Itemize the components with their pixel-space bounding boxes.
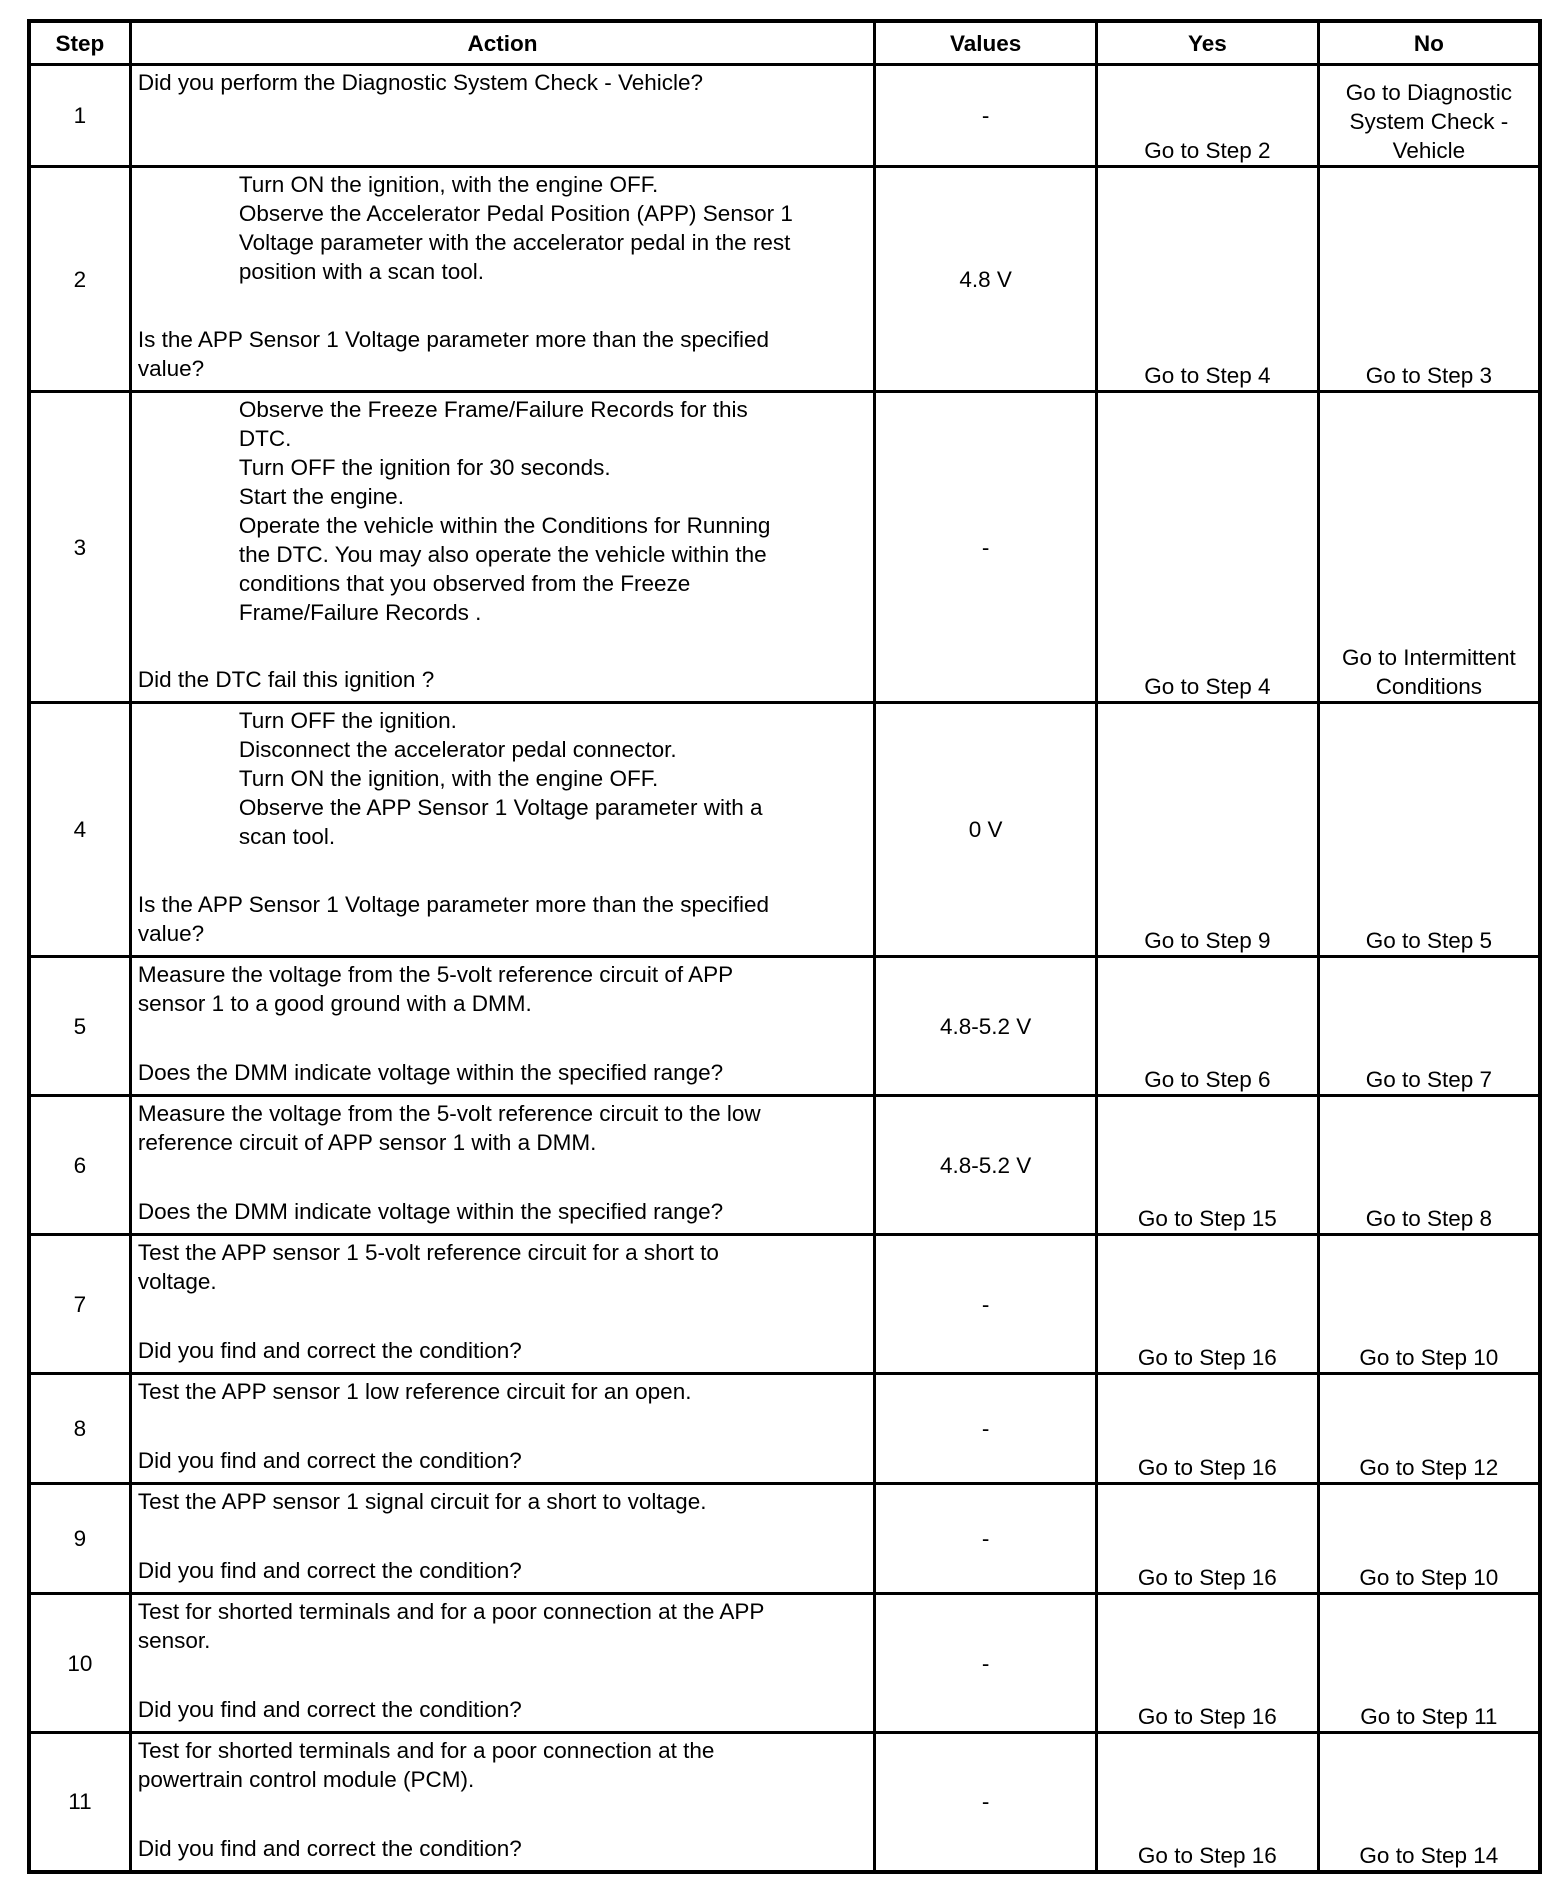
instruction-line: powertrain control module (PCM). bbox=[137, 1767, 475, 1792]
question-text bbox=[138, 665, 865, 694]
table-row bbox=[29, 957, 1540, 1096]
header-values: Values bbox=[875, 21, 1097, 65]
value-cell: 4.8-5.2 V bbox=[875, 957, 1097, 1096]
instruction-line: Test the APP sensor 1 5-volt reference circuit for a short to bbox=[137, 1240, 719, 1265]
step-number: 11 bbox=[29, 1733, 130, 1872]
action-cell bbox=[130, 392, 874, 703]
instruction-line: Measure the voltage from the 5-volt reference circuit to the low bbox=[137, 1101, 761, 1126]
no-text-line: System Check - bbox=[1349, 109, 1509, 134]
no-text-line: Go to Intermittent bbox=[1341, 645, 1516, 670]
table-row bbox=[29, 1096, 1540, 1235]
table-row bbox=[29, 65, 1540, 167]
instruction-line: the DTC. You may also operate the vehicle within the bbox=[238, 542, 767, 567]
question-line: Is the APP Sensor 1 Voltage parameter more than the specified bbox=[137, 327, 770, 352]
instruction-line: Turn OFF the ignition. bbox=[238, 708, 457, 733]
no-text-line: Vehicle bbox=[1392, 138, 1466, 163]
no-cell bbox=[1318, 1484, 1540, 1594]
value-cell: 4.8 V bbox=[875, 167, 1097, 392]
no-text: Go to Step 3 bbox=[1365, 363, 1493, 388]
instruction-line: Test for shorted terminals and for a poor connection at the APP bbox=[137, 1599, 765, 1624]
yes-cell bbox=[1097, 957, 1319, 1096]
value-cell: - bbox=[875, 1484, 1097, 1594]
diagnostic-table bbox=[27, 19, 1542, 1874]
value-cell: - bbox=[875, 1594, 1097, 1733]
question-line: Does the DMM indicate voltage within the specified range? bbox=[137, 1060, 724, 1085]
no-cell bbox=[1318, 957, 1540, 1096]
header-step: Step bbox=[29, 21, 130, 65]
question-line: Did you find and correct the condition? bbox=[137, 1338, 522, 1363]
question-text bbox=[138, 1834, 865, 1863]
no-cell bbox=[1318, 65, 1540, 167]
no-cell bbox=[1318, 1733, 1540, 1872]
instruction-line: Frame/Failure Records . bbox=[238, 600, 482, 625]
table-row bbox=[29, 1374, 1540, 1484]
no-cell bbox=[1318, 703, 1540, 957]
instruction-line: Observe the Accelerator Pedal Position (APP) Sensor 1 bbox=[238, 201, 793, 226]
no-text: Go to Step 5 bbox=[1365, 928, 1493, 953]
action-instructions bbox=[138, 706, 865, 851]
yes-text: Go to Step 15 bbox=[1137, 1206, 1277, 1231]
instruction-line: position with a scan tool. bbox=[238, 259, 484, 284]
yes-cell bbox=[1097, 1484, 1319, 1594]
instruction-line: voltage. bbox=[137, 1269, 217, 1294]
action-cell bbox=[130, 167, 874, 392]
no-text-line: Conditions bbox=[1375, 674, 1483, 699]
instruction-line: Measure the voltage from the 5-volt reference circuit of APP bbox=[137, 962, 734, 987]
step-number: 8 bbox=[29, 1374, 130, 1484]
question-text bbox=[138, 1446, 865, 1475]
no-text: Go to Step 10 bbox=[1359, 1565, 1499, 1590]
question-text bbox=[138, 1058, 865, 1087]
value-cell: - bbox=[875, 392, 1097, 703]
yes-cell bbox=[1097, 703, 1319, 957]
step-number: 6 bbox=[29, 1096, 130, 1235]
instruction-line: Test the APP sensor 1 signal circuit for a short to voltage. bbox=[137, 1489, 707, 1514]
no-cell bbox=[1318, 1594, 1540, 1733]
action-cell bbox=[130, 65, 874, 167]
action-instructions bbox=[138, 1487, 865, 1516]
yes-text: Go to Step 16 bbox=[1137, 1704, 1277, 1729]
yes-cell bbox=[1097, 65, 1319, 167]
instruction-line: Test for shorted terminals and for a poor connection at the bbox=[137, 1738, 715, 1763]
instruction-line: Turn ON the ignition, with the engine OFF. bbox=[238, 172, 659, 197]
action-cell bbox=[130, 957, 874, 1096]
yes-cell bbox=[1097, 1235, 1319, 1374]
question-line: value? bbox=[137, 921, 205, 946]
question-line: Did you find and correct the condition? bbox=[137, 1448, 522, 1473]
action-cell bbox=[130, 703, 874, 957]
no-cell bbox=[1318, 1096, 1540, 1235]
instruction-line: Turn ON the ignition, with the engine OFF. bbox=[238, 766, 659, 791]
header-yes: Yes bbox=[1097, 21, 1319, 65]
yes-cell bbox=[1097, 1594, 1319, 1733]
no-cell bbox=[1318, 1374, 1540, 1484]
no-text: Go to Step 12 bbox=[1359, 1455, 1499, 1480]
yes-text: Go to Step 16 bbox=[1137, 1842, 1277, 1868]
question-line: Did you find and correct the condition? bbox=[137, 1558, 522, 1583]
yes-text: Go to Step 4 bbox=[1144, 674, 1271, 699]
instruction-line: Start the engine. bbox=[238, 484, 404, 509]
step-number: 1 bbox=[29, 65, 130, 167]
step-number: 9 bbox=[29, 1484, 130, 1594]
action-cell bbox=[130, 1484, 874, 1594]
yes-text: Go to Step 9 bbox=[1144, 928, 1271, 953]
question-line: Is the APP Sensor 1 Voltage parameter more than the specified bbox=[137, 892, 770, 917]
question-text bbox=[138, 1336, 865, 1365]
question-line: value? bbox=[137, 356, 205, 381]
value-cell: 0 V bbox=[875, 703, 1097, 957]
no-cell bbox=[1318, 1235, 1540, 1374]
value-cell: 4.8-5.2 V bbox=[875, 1096, 1097, 1235]
instruction-line: sensor. bbox=[137, 1628, 211, 1653]
instruction-line: reference circuit of APP sensor 1 with a DMM. bbox=[137, 1130, 597, 1155]
action-cell bbox=[130, 1594, 874, 1733]
action-instructions bbox=[138, 1377, 865, 1406]
step-number: 4 bbox=[29, 703, 130, 957]
value-cell: - bbox=[875, 1733, 1097, 1872]
yes-text: Go to Step 16 bbox=[1137, 1565, 1277, 1590]
action-instructions bbox=[138, 1099, 865, 1157]
question-text: Did you perform the Diagnostic System Check - Vehicle? bbox=[137, 70, 704, 95]
instruction-line: Observe the Freeze Frame/Failure Records for this bbox=[238, 397, 748, 422]
question-text bbox=[138, 1695, 865, 1724]
instruction-line: sensor 1 to a good ground with a DMM. bbox=[137, 991, 532, 1016]
no-text: Go to Step 10 bbox=[1359, 1345, 1499, 1370]
yes-cell bbox=[1097, 1733, 1319, 1872]
yes-cell bbox=[1097, 1096, 1319, 1235]
no-text-line: Go to Diagnostic bbox=[1345, 80, 1513, 105]
yes-cell bbox=[1097, 1374, 1319, 1484]
action-cell bbox=[130, 1096, 874, 1235]
step-number: 2 bbox=[29, 167, 130, 392]
no-text: Go to Step 7 bbox=[1365, 1067, 1493, 1092]
action-instructions bbox=[138, 1597, 865, 1655]
header-no: No bbox=[1318, 21, 1540, 65]
instruction-line: scan tool. bbox=[238, 824, 336, 849]
question-text bbox=[138, 1556, 865, 1585]
value-cell: - bbox=[875, 65, 1097, 167]
table-row bbox=[29, 392, 1540, 703]
yes-cell bbox=[1097, 392, 1319, 703]
yes-text: Go to Step 16 bbox=[1137, 1455, 1277, 1480]
value-cell: - bbox=[875, 1374, 1097, 1484]
table-row bbox=[29, 1594, 1540, 1733]
question-line: Did you find and correct the condition? bbox=[137, 1697, 522, 1722]
yes-text: Go to Step 4 bbox=[1144, 363, 1271, 388]
instruction-line: Test the APP sensor 1 low reference circuit for an open. bbox=[137, 1379, 692, 1404]
instruction-line: Turn OFF the ignition for 30 seconds. bbox=[238, 455, 611, 480]
instruction-line: Disconnect the accelerator pedal connector. bbox=[238, 737, 677, 762]
step-number: 3 bbox=[29, 392, 130, 703]
yes-text: Go to Step 2 bbox=[1144, 138, 1271, 163]
instruction-line: Observe the APP Sensor 1 Voltage parameter with a bbox=[238, 795, 763, 820]
step-number: 10 bbox=[29, 1594, 130, 1733]
table-row bbox=[29, 1484, 1540, 1594]
no-text: Go to Step 8 bbox=[1365, 1206, 1493, 1231]
question-text bbox=[138, 325, 865, 383]
action-instructions bbox=[138, 960, 865, 1018]
table-row bbox=[29, 167, 1540, 392]
action-cell bbox=[130, 1374, 874, 1484]
yes-text: Go to Step 16 bbox=[1137, 1345, 1277, 1370]
action-cell bbox=[130, 1733, 874, 1872]
no-text: Go to Step 14 bbox=[1359, 1842, 1499, 1868]
no-cell bbox=[1318, 167, 1540, 392]
yes-cell bbox=[1097, 167, 1319, 392]
question-line: Did the DTC fail this ignition ? bbox=[137, 667, 435, 692]
table-row bbox=[29, 1235, 1540, 1374]
table-header-row bbox=[29, 21, 1540, 65]
action-instructions bbox=[138, 170, 865, 286]
no-cell bbox=[1318, 392, 1540, 703]
value-cell: - bbox=[875, 1235, 1097, 1374]
action-instructions bbox=[138, 1736, 865, 1794]
header-action: Action bbox=[130, 21, 874, 65]
yes-text: Go to Step 6 bbox=[1144, 1067, 1271, 1092]
action-instructions bbox=[138, 1238, 865, 1296]
no-text: Go to Step 11 bbox=[1360, 1704, 1498, 1729]
table-row bbox=[29, 703, 1540, 957]
instruction-line: Voltage parameter with the accelerator pedal in the rest bbox=[238, 230, 791, 255]
instruction-line: DTC. bbox=[238, 426, 292, 451]
question-text bbox=[138, 890, 865, 948]
action-instructions bbox=[138, 395, 865, 627]
instruction-line: Operate the vehicle within the Conditions for Running bbox=[238, 513, 771, 538]
table-row bbox=[29, 1733, 1540, 1872]
question-text bbox=[138, 1197, 865, 1226]
question-line: Did you find and correct the condition? bbox=[137, 1836, 522, 1861]
question-line: Does the DMM indicate voltage within the specified range? bbox=[137, 1199, 724, 1224]
step-number: 5 bbox=[29, 957, 130, 1096]
action-cell bbox=[130, 1235, 874, 1374]
diagnostic-document bbox=[27, 19, 1542, 1874]
instruction-line: conditions that you observed from the Freeze bbox=[238, 571, 691, 596]
step-number: 7 bbox=[29, 1235, 130, 1374]
